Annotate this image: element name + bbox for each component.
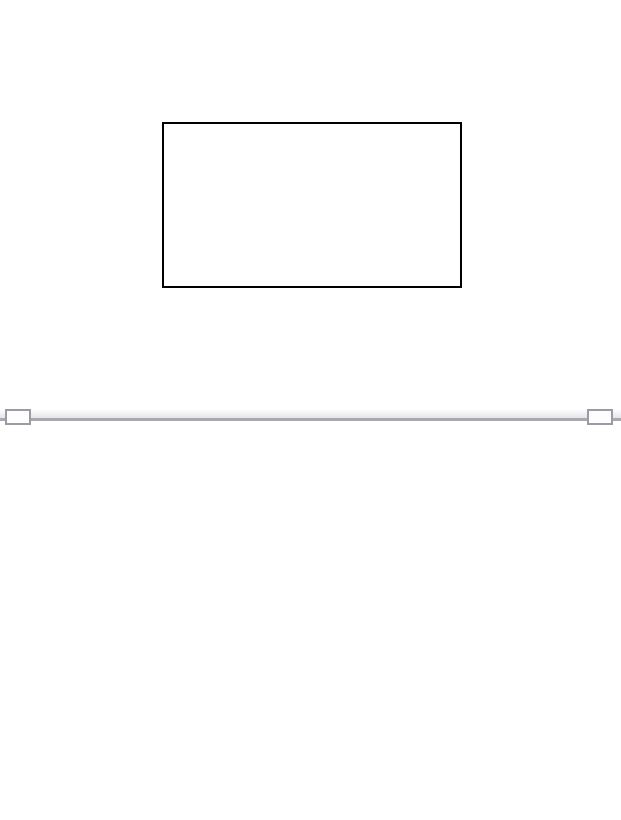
page-break-divider (0, 409, 621, 421)
page-margin-marker-right (587, 409, 613, 425)
word-bank-box (162, 122, 462, 288)
page-margin-marker-left (5, 409, 31, 425)
